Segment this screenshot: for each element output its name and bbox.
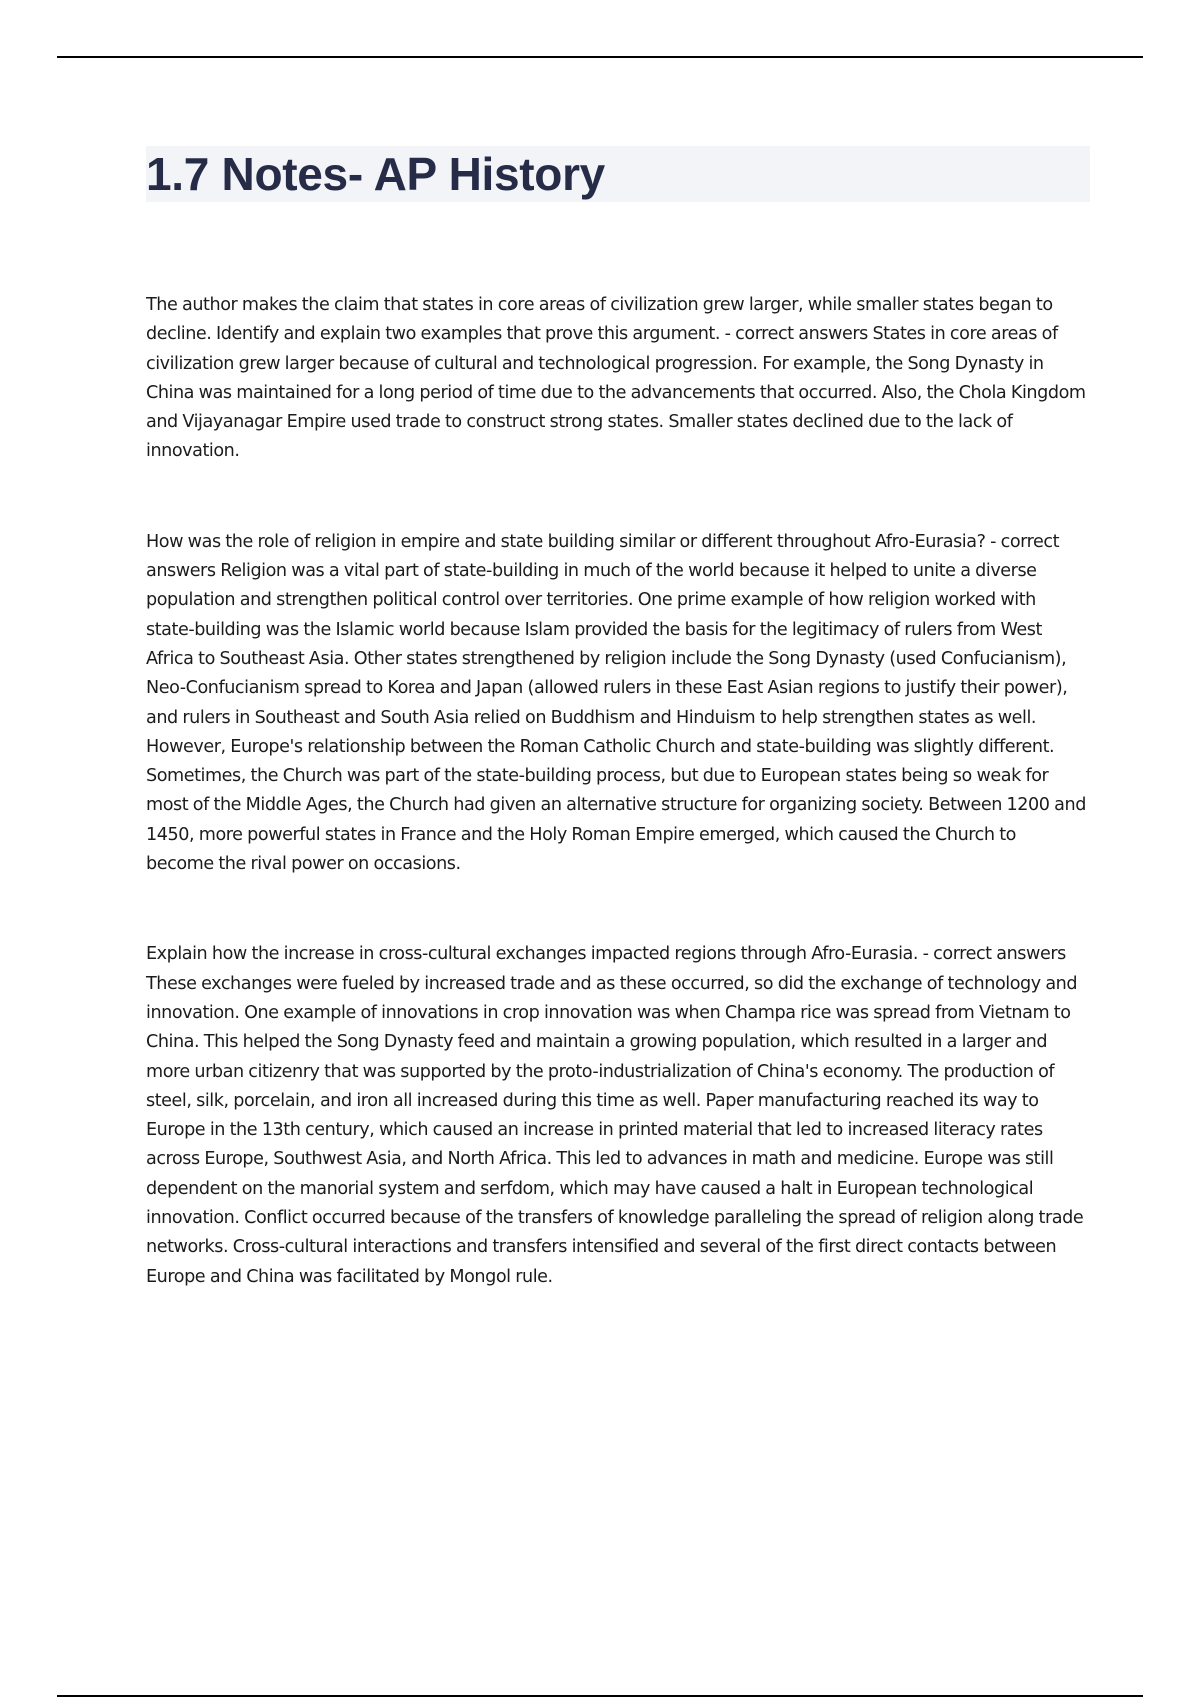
qa-entry-2: How was the role of religion in empire and state building similar or different throughout Afro-Eurasia? - correct answers Religion was a vital part of state-building in much of the world because it helped to unite a diverse population and strengthen political control over territories. One prime example of how religion worked with state-building was the Islamic world because Islam provided the basis for the legitimacy of rulers from West Africa to Southeast Asia. Other states strengthened by religion include the Song Dynasty (used Confucianism), Neo-Confucianism spread to Korea and Japan (allowed rulers in these East Asian regions to justify their power), and rulers in Southeast and South Asia relied on Buddhism and Hinduism to help strengthen states as well. However, Europe's relationship between the Roman Catholic Church and state-building was slightly different. Sometimes, the Church was part of the state-building process, but due to European states being so weak for most of the Middle Ages, the Church had given an alternative structure for organizing society. Between 1200 and 1450, more powerful states in France and the Holy Roman Empire emerged, which caused the Church to become the rival power on occasions. (146, 531, 1086, 875)
bottom-rule (57, 1695, 1143, 1697)
document-body (146, 291, 1086, 1292)
qa-entry-1: The author makes the claim that states in core areas of civilization grew larger, while smaller states began to decline. Identify and explain two examples that prove this argument. - correct answers States in core areas of civilization grew larger because of cultural and technological progression. For example, the Song Dynasty in China was maintained for a long period of time due to the advancements that occurred. Also, the Chola Kingdom and Vijayanagar Empire used trade to construct strong states. Smaller states declined due to the lack of innovation. (146, 295, 1086, 462)
top-rule (57, 56, 1143, 58)
qa-entry-3: Explain how the increase in cross-cultural exchanges impacted regions through Afro-Eurasia. - correct answers These exchanges were fueled by increased trade and as these occurred, so did the exchange of technology and innovation. One example of innovations in crop innovation was when Champa rice was spread from Vietnam to China. This helped the Song Dynasty feed and maintain a growing population, which resulted in a larger and more urban citizenry that was supported by the proto-industrialization of China's economy. The production of steel, silk, porcelain, and iron all increased during this time as well. Paper manufacturing reached its way to Europe in the 13th century, which caused an increase in printed material that led to increased literacy rates across Europe, Southwest Asia, and North Africa. This led to advances in math and medicine. Europe was still dependent on the manorial system and serfdom, which may have caused a halt in European technological innovation. Conflict occurred because of the transfers of knowledge paralleling the spread of religion along trade networks. Cross-cultural interactions and transfers intensified and several of the first direct contacts between Europe and China was facilitated by Mongol rule. (146, 944, 1084, 1287)
page-title: 1.7 Notes- AP History (146, 148, 605, 200)
